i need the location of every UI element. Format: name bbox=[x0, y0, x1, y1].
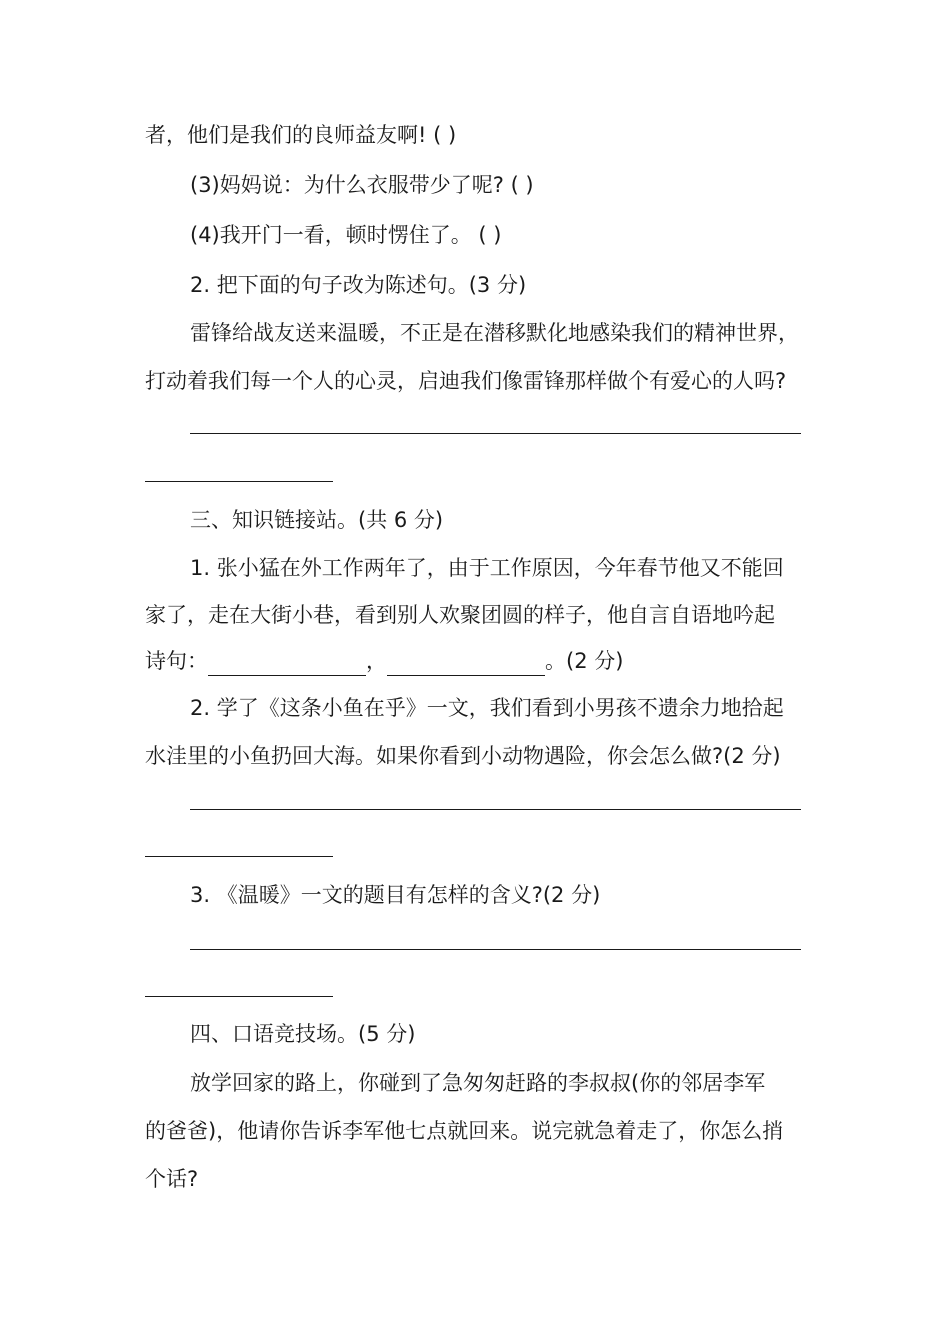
part3-q1-line-2: 家了，走在大街小巷，看到别人欢聚团圆的样子，他自言自语地吟起 bbox=[145, 603, 775, 627]
part3-q2-line-1: 2. 学了《这条小鱼在乎》一文，我们看到小男孩不遗余力地拾起 bbox=[190, 696, 784, 720]
answer-line[interactable] bbox=[145, 996, 333, 997]
part4-heading: 四、口语竞技场。(5 分) bbox=[190, 1022, 416, 1046]
part3-q1-line-1: 1. 张小猛在外工作两年了，由于工作原因，今年春节他又不能回 bbox=[190, 556, 784, 580]
part3-q1-separator: ， bbox=[366, 649, 387, 673]
part3-q1-line-3 bbox=[145, 646, 623, 676]
part3-q2-line-2: 水洼里的小鱼扔回大海。如果你看到小动物遇险，你会怎么做?(2 分) bbox=[145, 744, 781, 768]
part2-q1-item-4: (4)我开门一看，顿时愣住了。 ( ) bbox=[190, 223, 502, 247]
part2-q2-title: 2. 把下面的句子改为陈述句。(3 分) bbox=[190, 273, 527, 297]
answer-line[interactable] bbox=[145, 481, 333, 482]
fill-blank[interactable] bbox=[208, 651, 366, 676]
part2-q1-line-end: 者，他们是我们的良师益友啊! ( ) bbox=[145, 123, 457, 147]
answer-line[interactable] bbox=[190, 809, 801, 810]
part3-q1-prefix: 诗句： bbox=[145, 649, 208, 673]
part2-q2-sentence-line-1: 雷锋给战友送来温暖，不正是在潜移默化地感染我们的精神世界， bbox=[190, 321, 799, 345]
part3-heading: 三、知识链接站。(共 6 分) bbox=[190, 508, 444, 532]
part2-q1-item-3: (3)妈妈说：为什么衣服带少了呢? ( ) bbox=[190, 173, 534, 197]
answer-line[interactable] bbox=[190, 433, 801, 434]
part4-prompt-line-2: 的爸爸)，他请你告诉李军他七点就回来。说完就急着走了，你怎么捎 bbox=[145, 1119, 784, 1143]
fill-blank[interactable] bbox=[387, 651, 545, 676]
answer-line[interactable] bbox=[145, 856, 333, 857]
part2-q2-sentence-line-2: 打动着我们每一个人的心灵，启迪我们像雷锋那样做个有爱心的人吗? bbox=[145, 369, 787, 393]
part4-prompt-line-3: 个话? bbox=[145, 1167, 199, 1191]
part3-q3: 3. 《温暖》一文的题目有怎样的含义?(2 分) bbox=[190, 883, 601, 907]
part4-prompt-line-1: 放学回家的路上，你碰到了急匆匆赶路的李叔叔(你的邻居李军 bbox=[190, 1071, 766, 1095]
answer-line[interactable] bbox=[190, 949, 801, 950]
part3-q1-suffix: 。(2 分) bbox=[545, 649, 624, 673]
